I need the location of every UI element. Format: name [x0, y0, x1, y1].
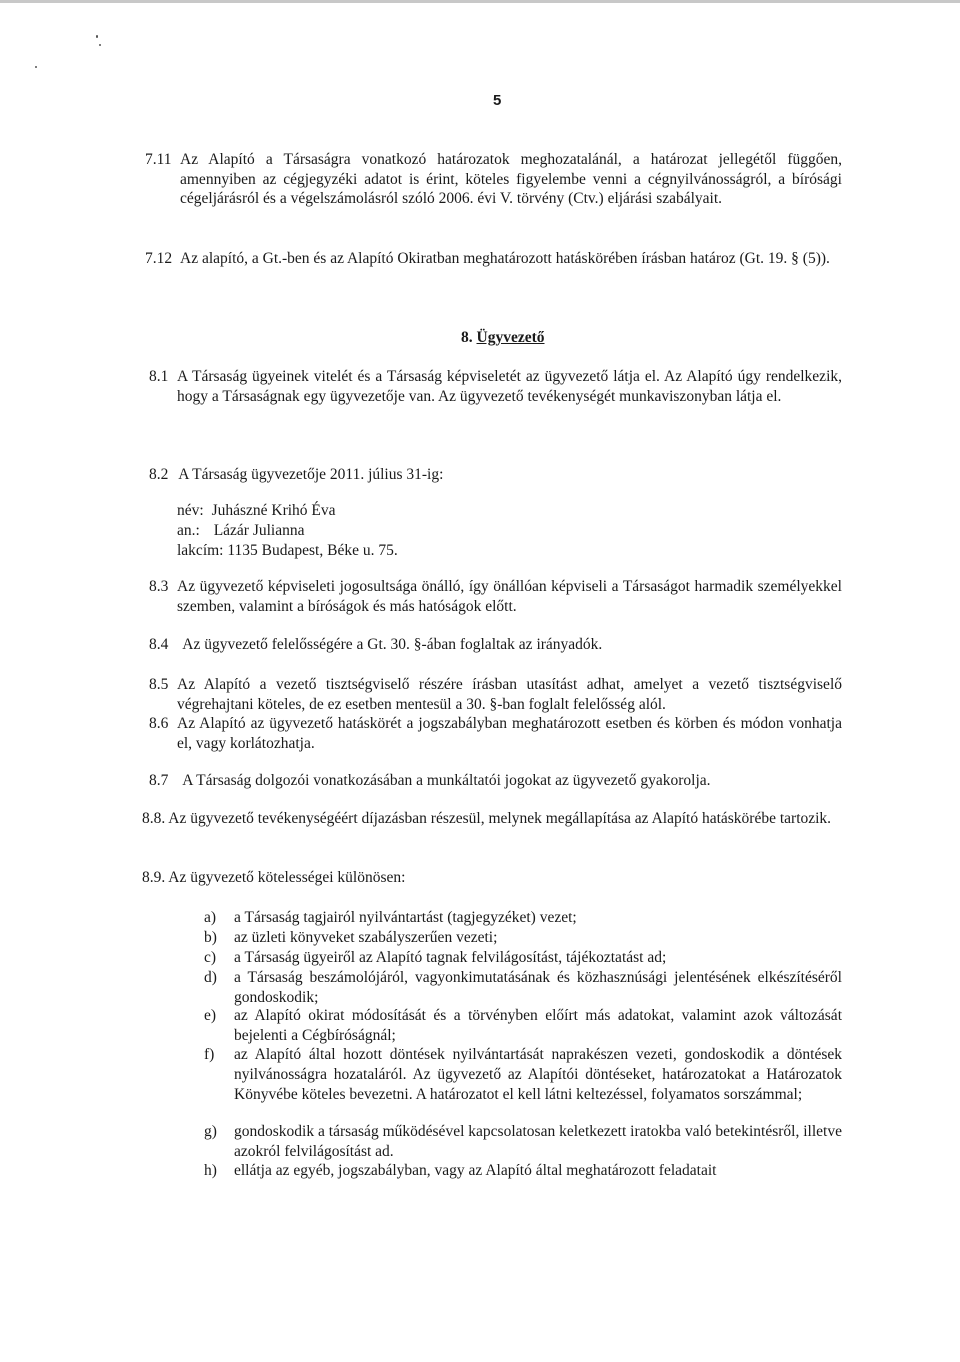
mother-label: an.: — [177, 522, 200, 539]
chapter-heading — [461, 329, 545, 347]
scan-speck — [96, 35, 98, 38]
section-text: Az ügyvezető tevékenységéért díjazásban részesül, melynek megállapítása az Alapító hatáskörébe tartozik. — [168, 810, 832, 827]
manager-address-row — [177, 541, 398, 560]
scan-edge — [0, 0, 960, 3]
chapter-title: Ügyvezető — [476, 329, 545, 346]
section-text: Az alapító, a Gt.-ben és az Alapító Okiratban meghatározott hatáskörében írásban határoz (Gt. 19. § (5)). — [180, 250, 830, 267]
section-7-11 — [145, 150, 842, 230]
manager-mother-name: Lázár Julianna — [213, 522, 305, 539]
section-7-12 — [145, 249, 842, 289]
section-8-2 — [149, 465, 443, 484]
manager-address: 1135 Budapest, Béke u. 75. — [227, 542, 398, 559]
duty-label: h) — [204, 1162, 217, 1179]
section-number: 8.9. — [142, 869, 166, 886]
section-8-5 — [149, 675, 842, 715]
address-label: lakcím: — [177, 542, 224, 559]
duty-text: gondoskodik a társaság működésével kapcsolatosan keletkezett iratokba való betekintésről, illetve azokról felvilágosítást ad. — [234, 1123, 842, 1160]
section-text: A Társaság ügyvezetője 2011. július 31-ig: — [178, 466, 444, 483]
manager-name: Juhászné Krihó Éva — [211, 502, 336, 519]
duty-text: az Alapító által hozott döntések nyilvántartását naprakészen vezeti, gondoskodik a döntések nyilvánosságra hozataláról. Az ügyvezető az Alapítói döntéseket, határozatokat a Határozatok Könyvébe köteles bevezetni. A határozatot el kell látni keltezéssel, folyamatos sorszámmal; — [234, 1046, 842, 1103]
section-number: 7.12 — [145, 250, 173, 267]
section-8-6 — [149, 714, 842, 754]
chapter-number: 8. — [461, 329, 473, 346]
section-text: Az Alapító a vezető tisztségviselő részére írásban utasítást adhat, amelyet a vezető tisztségviselő végrehajtani köteles, de ez esetben mentesül a 30. §-ban foglalt felelősség alól. — [177, 676, 842, 713]
duty-text: ellátja az egyéb, jogszabályban, vagy az Alapító által meghatározott feladatait — [234, 1162, 717, 1179]
name-label: név: — [177, 502, 204, 519]
section-number: 8.1 — [149, 368, 169, 385]
section-text: A Társaság ügyeinek vitelét és a Társaság képviseletét az ügyvezető látja el. Az Alapító úgy rendelkezik, hogy a Társaságnak egy ügyvezetője van. Az ügyvezető tevékenységét munkaviszonyban látja el. — [177, 368, 842, 405]
section-8-8 — [142, 809, 842, 849]
duty-text: az Alapító okirat módosítását és a törvényben előírt más adatokat, valamint azok változását bejelenti a Cégbíróságnál; — [234, 1007, 842, 1044]
section-8-8-body — [142, 809, 842, 829]
section-8-9 — [142, 868, 405, 887]
section-number: 7.11 — [145, 151, 172, 168]
section-number: 8.4 — [149, 636, 169, 653]
duty-label: f) — [204, 1046, 215, 1063]
page-number: 5 — [493, 92, 502, 109]
section-text: Az ügyvezető képviseleti jogosultsága önálló, így önállóan képviseli a Társaságot harmadik személyekkel szemben, valamint a bíróságok és más hatóságok előtt. — [177, 578, 842, 615]
duty-text: a Társaság tagjairól nyilvántartást (tagjegyzéket) vezet; — [234, 909, 577, 926]
duty-label: g) — [204, 1123, 217, 1140]
section-number: 8.8. — [142, 810, 166, 827]
section-number: 8.3 — [149, 578, 169, 595]
section-number: 8.2 — [149, 466, 169, 483]
manager-mother-row — [177, 521, 305, 540]
duty-text: a Társaság ügyeiről az Alapító tagnak felvilágosítást, tájékoztatást ad; — [234, 949, 667, 966]
duty-label: a) — [204, 909, 217, 926]
section-number: 8.6 — [149, 715, 169, 732]
section-text: Az Alapító a Társaságra vonatkozó határozatok meghozatalánál, a határozat jellegétől függően, amennyiben az cégjegyzéki adatot is érint, köteles figyelembe venni a cégnyilvánosságról, a bírósági cégeljárásról és a végelszámolásról szóló 2006. évi V. törvény (Ctv.) eljárási szabályait. — [180, 151, 842, 207]
duty-label: e) — [204, 1007, 217, 1024]
manager-name-row — [177, 501, 336, 520]
section-8-1 — [149, 367, 842, 427]
section-text: Az ügyvezető kötelességei különösen: — [168, 869, 406, 886]
section-text: A Társaság dolgozói vonatkozásában a munkáltatói jogokat az ügyvezető gyakorolja. — [182, 772, 711, 789]
duty-text: az üzleti könyveket szabályszerűen vezeti; — [234, 929, 498, 946]
scan-speck — [35, 66, 37, 68]
section-text: Az Alapító az ügyvezető hatáskörét a jogszabályban meghatározott esetben és körben és módon vonhatja el, vagy korlátozhatja. — [177, 715, 842, 752]
section-number: 8.7 — [149, 772, 169, 789]
duty-label: b) — [204, 929, 217, 946]
duty-text: a Társaság beszámolójáról, vagyonkimutatásának és közhasznúsági jelentésének elkészítéséről gondoskodik; — [234, 969, 842, 1006]
section-text: Az ügyvezető felelősségére a Gt. 30. §-ában foglaltak az irányadók. — [182, 636, 603, 653]
section-8-3 — [149, 577, 842, 617]
duty-label: d) — [204, 969, 217, 986]
section-8-4 — [149, 635, 602, 654]
section-8-7 — [149, 771, 711, 790]
duty-label: c) — [204, 949, 217, 966]
section-number: 8.5 — [149, 676, 169, 693]
scan-speck — [99, 44, 101, 46]
